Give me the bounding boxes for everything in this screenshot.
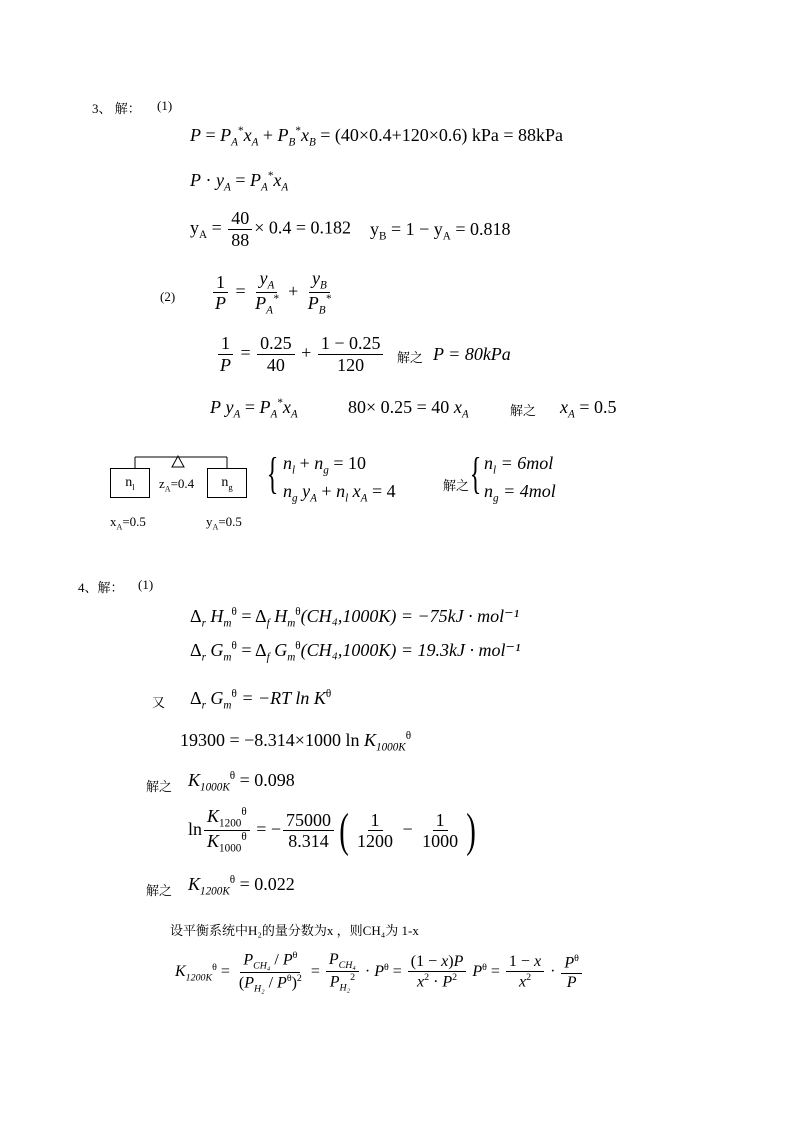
q3-equation-1-rhs: = (40×0.4+120×0.6) kPa = 88kPa (320, 125, 564, 145)
result-ng: $n_g = 4mol$ (484, 481, 556, 505)
q3-header: 3、 解： (92, 101, 141, 116)
q3-equation-5: $\frac{1}{P}$ = $\frac{0.25}{40}$ + $\frac{1 - 0.25}{120}$ (215, 333, 385, 375)
q4-lnK-equation: $\Delta_r$ $G_m^\theta = -RT$ $\ln K^\theta$ (190, 688, 332, 712)
q4-K1200-result: $K_{1200K}^\theta = 0.022$ (188, 874, 295, 898)
result-nl: $n_l = 6mol$ (484, 453, 554, 477)
system-eq1-rhs: = 10 (333, 453, 366, 473)
q4-frac-75000: 75000 (283, 810, 334, 832)
q3-yB-equation: $y_B = 1 - y_A = 0.818$ (370, 219, 511, 243)
q3-equation-1: $P = P_A^*x_A + P_B^*x_B = (40\times 0.4+120\times 0.6)$ kPa = 88kPa (190, 125, 564, 149)
q3-xA-result: $x_A = 0.5$ (560, 397, 617, 421)
q4-K1000-result: $K_{1000K}^\theta = 0.098$ (188, 770, 295, 794)
q4-solve-label-2: 解之 (146, 883, 173, 898)
system-equation-1: $n_l + n_g = 10$ (283, 453, 366, 477)
q4-K1200-value: = 0.022 (239, 874, 295, 894)
q3-equation-6: P $y_A = P_A^*x_A$ (210, 397, 298, 421)
q3-solve-label-1: 解之 (397, 350, 424, 365)
q3-part2-label: (2) (160, 289, 176, 304)
system-eq2-rhs: = 4 (372, 481, 396, 501)
q4-enthalpy-equation: $\Delta_r$ $H_m^\theta = \Delta_f$ $H_m^\theta(CH_4,1000K) = -75kJ \cdot mol^{-1}$ (190, 606, 520, 630)
q3-equation-2: $P \cdot y_A = P_A^*x_A$ (190, 170, 289, 194)
q4-header: 4、解： (78, 580, 124, 595)
q4-gibbs-equation: $\Delta_r$ $G_m^\theta = \Delta_f$ $G_m^\theta(CH_4,1000K) = 19.3kJ \cdot mol^{-1}$ (190, 640, 521, 664)
triangle-icon (172, 456, 184, 467)
q4-vant-hoff-equation: ln $\frac{K_{1200}^\theta}{K_{1000}^\theta}$ = − $\frac{75000}{8.314}$ ( $\frac{1}{1200}$ − $\frac{1}{1000}$ ) (188, 803, 476, 857)
q4-frac-1200: 1200 (357, 831, 393, 852)
q4-solve-label-1: 解之 (146, 779, 173, 794)
q3-P-result: P = 80kPa (433, 344, 511, 364)
result-nl-value: = 6mol (500, 453, 554, 473)
q4-K1000-value: = 0.098 (239, 770, 295, 790)
q4-setup-text: 设平衡系统中H₂的量分数为x ，则CH₄为 1-x (170, 923, 419, 938)
result-brace: { (469, 449, 482, 498)
yA-label: $y_A=0.5$ (206, 514, 242, 532)
q4-frac-8314: 8.314 (288, 831, 329, 852)
q3-equation-7: 80× 0.25 = 40 $x_A$ (348, 397, 469, 421)
q4-final-equation: $K_{1200K}^\theta$ = $\frac{P_{CH_4} / P^\theta}{(P_{H_2} / P^\theta)^2}$ = $\frac{P_{CH_4}}{P_{H_2}^2}$ · $P^\theta$ = $\frac{(1 - x)P}{x^2 \cdot P^2}$ $P^\theta$ = $\frac{1 - x}{x^2}$ · $\frac{P^\theta}{P}$ (175, 950, 584, 995)
q4-lnK-rhs: = −RT ln K (241, 688, 326, 708)
q3-equation-4: $\frac{1}{P}$ = $\frac{y_A}{P_A^*}$ + $\frac{y_B}{P_B^*}$ (215, 268, 332, 318)
q3-part1-label: (1) (157, 98, 173, 113)
q3-yA-value: × 0.4 = 0.182 (254, 217, 352, 238)
q3-equation-3: $y_A$ = $\frac{40}{88}$ × 0.4 = 0.182 (190, 208, 352, 250)
q4-dH-rhs: (CH₄,1000K) = −75kJ · mol⁻¹ (300, 606, 520, 626)
gas-phase-box: $n_g$ (207, 468, 247, 498)
liquid-phase-box: $n_l$ (110, 468, 150, 498)
result-ng-value: = 4mol (503, 481, 556, 501)
system-brace: { (266, 449, 279, 498)
q4-part1-label: (1) (138, 577, 154, 592)
zA-label: $z_A=0.4$ (159, 476, 195, 494)
q4-frac-1000: 1000 (422, 831, 459, 852)
xA-label: $x_A=0.5$ (110, 514, 146, 532)
q4-19300-text: 19300 = −8.314×1000 ln (180, 730, 360, 750)
q4-19300-equation: 19300 = −8.314×1000 $\ln K_{1000K}^\theta$ (180, 730, 412, 754)
q3-calc: 80× 0.25 = 40 (348, 397, 450, 417)
q3-solve-label-2: 解之 (510, 403, 537, 418)
q4-dG-rhs: (CH₄,1000K) = 19.3kJ · mol⁻¹ (300, 640, 521, 660)
q3-xA-value: = 0.5 (579, 397, 617, 417)
q4-also-label: 又 (152, 695, 166, 710)
q3-solve-label-3: 解之 (443, 478, 470, 493)
system-equation-2: $n_g$ $y_A + n_l$ $x_A = 4$ (283, 481, 396, 505)
